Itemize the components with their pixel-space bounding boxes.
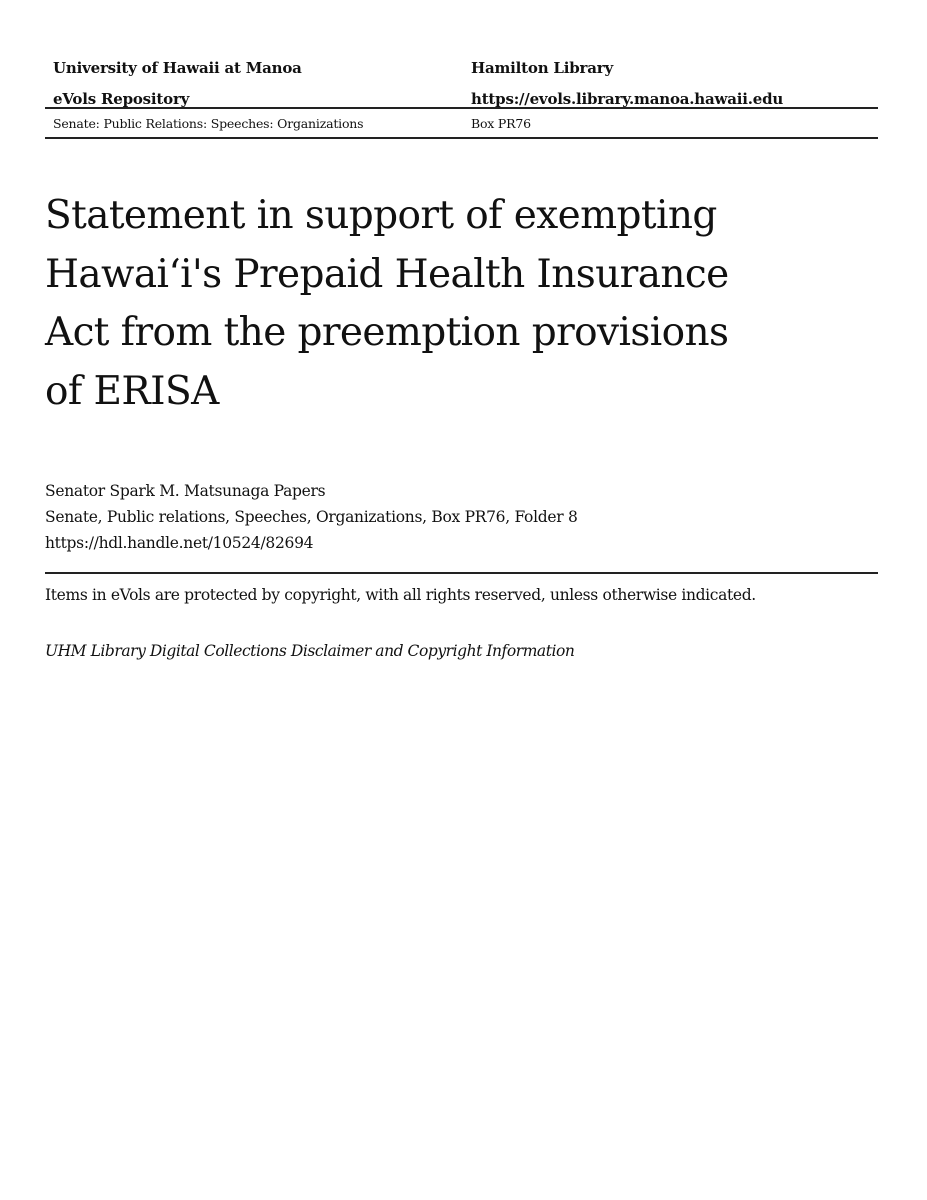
rights-statement: Items in eVols are protected by copyright, with all rights reserved, unless otherwise indicated.: [45, 586, 756, 604]
header-divider-bottom: [45, 137, 878, 139]
institution-name: University of Hawaii at Manoa: [53, 58, 302, 77]
header-table: [45, 52, 878, 114]
collection-name: Senator Spark M. Matsunaga Papers: [45, 482, 326, 500]
title-line: Statement in support of exempting: [45, 193, 717, 238]
section-divider: [45, 572, 878, 574]
title-line: Hawai‘i's Prepaid Health Insurance: [45, 251, 729, 297]
collection-path: Senate: Public Relations: Speeches: Organizations: [53, 116, 364, 131]
handle-link[interactable]: https://hdl.handle.net/10524/82694: [45, 534, 314, 552]
title-line: Act from the preemption provisions: [45, 310, 729, 355]
document-metadata: [45, 478, 578, 556]
header-divider-top: [45, 107, 878, 109]
repository-url[interactable]: https://evols.library.manoa.hawaii.edu: [471, 89, 784, 108]
folder-location: Senate, Public relations, Speeches, Organizations, Box PR76, Folder 8: [45, 508, 578, 526]
box-label: Box PR76: [471, 116, 531, 131]
library-name: Hamilton Library: [471, 58, 613, 77]
document-title: [45, 187, 805, 421]
header-subrow: [45, 110, 878, 137]
disclaimer-link[interactable]: UHM Library Digital Collections Disclaimer and Copyright Information: [45, 642, 575, 660]
title-line: of ERISA: [45, 368, 219, 414]
repository-name: eVols Repository: [53, 89, 190, 108]
header-row-1: [45, 52, 878, 83]
